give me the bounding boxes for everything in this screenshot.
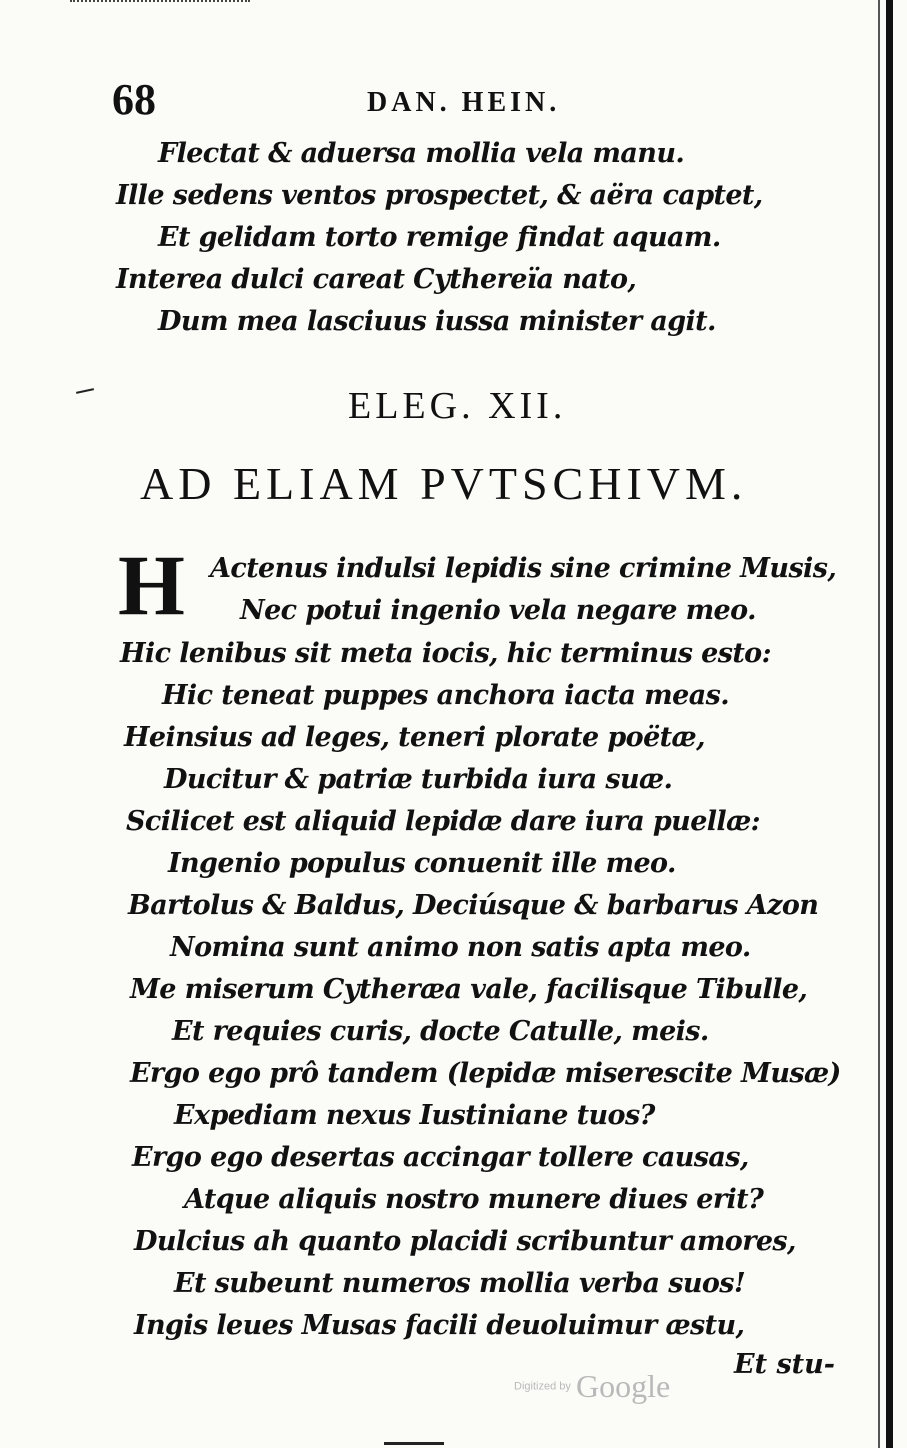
verse-line: Heinsius ad leges, teneri plorate poëtæ, [124,722,705,753]
verse-line: Bartolus & Baldus, Deciúsque & barbarus Azon [128,890,819,921]
page-edge-line [878,0,880,1448]
verse-line: Flectat & aduersa mollia vela manu. [158,138,685,169]
verse-line: Dulcius ah quanto placidi scribuntur amores, [134,1226,796,1257]
elegy-dedication: AD ELIAM PVTSCHIVM. [140,458,748,509]
verse-line: Ingis leues Musas facili deuoluimur æstu, [134,1310,745,1341]
top-edge-artifact [70,0,250,8]
verse-line: Et gelidam torto remige findat aquam. [158,222,721,253]
verse-line: Et subeunt numeros mollia verba suos! [174,1268,746,1299]
verse-line: Nec potui ingenio vela negare meo. [240,595,756,626]
running-head: DAN. HEIN. [367,87,561,118]
verse-line: Interea dulci careat Cythereïa nato, [116,264,637,295]
verse-line: Expediam nexus Iustiniane tuos? [174,1100,655,1131]
verse-line: Dum mea lasciuus iussa minister agit. [158,306,716,337]
verse-line: Atque aliquis nostro munere diues erit? [184,1184,764,1215]
page-gutter-edge [886,0,893,1448]
verse-line: Ille sedens ventos prospectet, & aëra captet, [116,180,763,211]
verse-line: Actenus indulsi lepidis sine crimine Musis, [210,553,837,584]
verse-line: Ergo ego prô tandem (lepidæ miserescite Musæ) [130,1058,841,1089]
bottom-edge-artifact [384,1442,444,1445]
verse-line: Hic teneat puppes anchora iacta meas. [162,680,730,711]
verse-line: Scilicet est aliquid lepidæ dare iura puellæ: [126,806,761,837]
drop-cap: H [118,537,185,633]
elegy-title: ELEG. XII. [348,385,567,427]
page-header [112,75,612,124]
watermark-prefix: Digitized by [514,1380,571,1393]
catchword: Et stu- [734,1349,835,1380]
verse-line: Ingenio populus conuenit ille meo. [168,848,676,879]
verse-line: Ergo ego desertas accingar tollere causas, [132,1142,749,1173]
verse-line: Hic lenibus sit meta iocis, hic terminus esto: [120,638,771,669]
google-logo: Google [575,1368,671,1404]
digitized-watermark [514,1368,670,1405]
verse-line: Et requies curis, docte Catulle, meis. [172,1016,709,1047]
verse-line: Ducitur & patriæ turbida iura suæ. [164,764,673,795]
verse-line: Nomina sunt animo non satis apta meo. [170,932,751,963]
page-number: 68 [112,75,156,124]
verse-line: Me miserum Cytheræa vale, facilisque Tibulle, [130,974,808,1005]
ink-speck [76,388,94,394]
